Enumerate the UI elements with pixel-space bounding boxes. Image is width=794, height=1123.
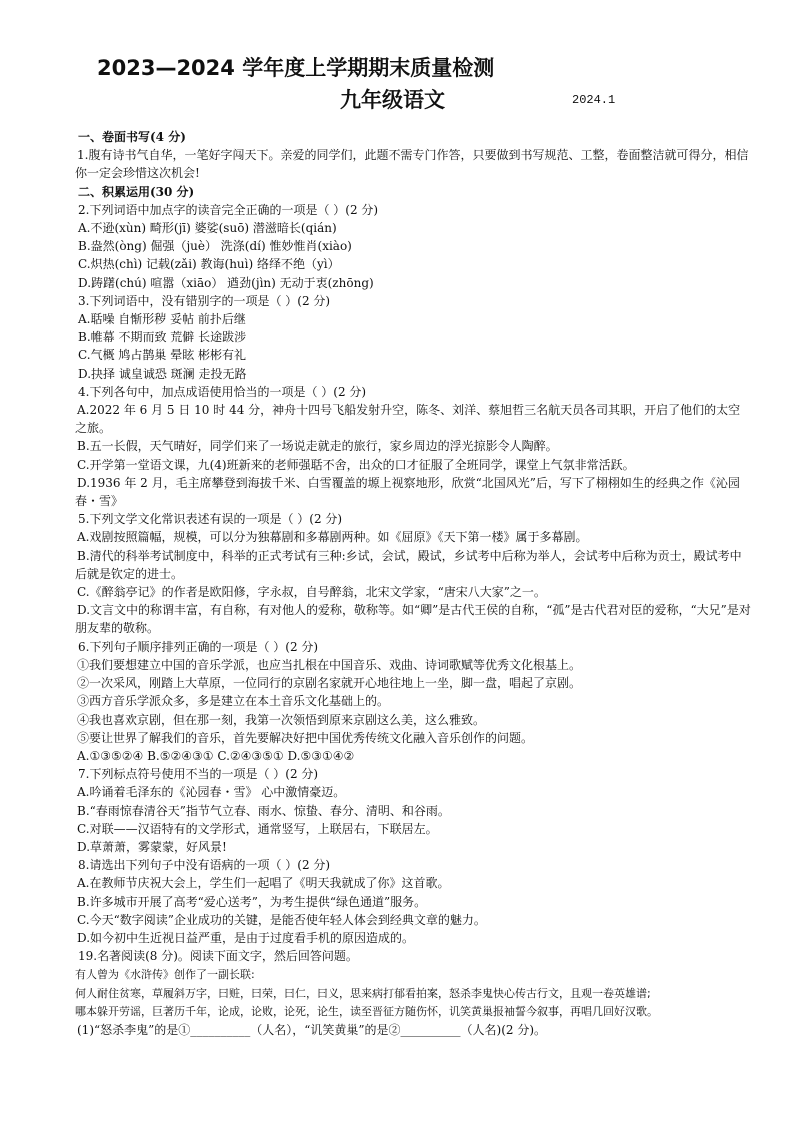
question-line: B.清代的科举考试制度中，科举的正式考试有三种:乡试，会试，殿试，乡试考中后称为举人，会试考中后称为贡士，殿试考中后就是钦定的进士。: [75, 548, 742, 581]
question-line: A.戏剧按照篇幅，规模，可以分为独幕剧和多幕剧两种。如《屈原》《天下第一楼》属于多幕剧。: [77, 530, 588, 545]
question-line: D.如今初中生近视日益严重，是由于过度看手机的原因造成的。: [77, 930, 415, 945]
question-line: C.炽热(chì) 记载(zǎi) 教诲(huì) 络绎不绝（yì）: [78, 257, 340, 272]
question-line: A.2022 年 6 月 5 日 10 时 44 分，神舟十四号飞船发射升空，陈冬、刘洋、蔡旭哲三名航天员各司其职，开启了他们的太空之旅。: [75, 403, 741, 436]
question-line: 4.下列各句中，加点成语使用恰当的一项是（ ）(2 分): [78, 384, 367, 399]
question-line: A.聒噪 自惭形秽 妥帖 前扑后继: [78, 312, 246, 327]
question-line: A.①③⑤②④ B.⑤②④③① C.②④③⑤① D.⑤③①④②: [77, 748, 355, 763]
question-line: 2.下列词语中加点字的读音完全正确的一项是（ ）(2 分): [78, 202, 379, 217]
question-line: D.文言文中的称谓丰富，有自称，有对他人的爱称，敬称等。如“卿”是古代王侯的自称，“孤”是古代君对臣的爱称，“大兄”是对朋友辈的敬称。: [75, 603, 751, 636]
question-line: C.开学第一堂语文课，九(4)班新来的老师强聒不舍，出众的口才征服了全班同学，课堂上气氛非常活跃。: [77, 457, 635, 472]
question-line: B.五一长假，天气晴好，同学们来了一场说走就走的旅行，家乡周边的浮光掠影令人陶醉。: [77, 439, 558, 454]
question-line: B.帷幕 不期而致 荒僻 长途跋涉: [78, 330, 247, 345]
question-line: 8.请选出下列句子中没有语病的一项（ ）(2 分): [78, 858, 331, 873]
question-line: ①我们要想建立中国的音乐学派，也应当扎根在中国音乐、戏曲、诗词歌赋等优秀文化根基上。: [77, 657, 582, 672]
question-line: 19.名著阅读(8 分)。阅读下面文字，然后回答问题。: [78, 949, 358, 964]
question-line: D.踌躇(chú) 喧嚣（xiāo） 遒劲(jìn) 无动于衷(zhōng): [78, 275, 374, 290]
question-line: 何人耐住贫寒，草履斜万字，曰赃，曰荣，曰仁，曰义，思来病打郁看拍案，怒杀李鬼快心传古行文，且观一卷英雄谱;: [75, 987, 651, 1001]
question-line: C.今天“数字阅读”企业成功的关键，是能否使年轻人体会到经典文章的魅力。: [77, 912, 486, 927]
question-line: A.不逊(xùn) 畸形(jī) 婆娑(suō) 潜滋暗长(qián): [78, 221, 337, 236]
question-line: 5.下列文学文化常识表述有误的一项是（ ）(2 分): [78, 512, 343, 527]
question-line: B.许多城市开展了高考“爱心送考”，为考生提供“绿色通道”服务。: [77, 894, 427, 909]
question-line: (1)“怒杀李鬼”的是①__________（人名），“讥笑黄巢”的是②__________（人名)(2 分)。: [77, 1023, 547, 1038]
question-line: 6.下列句子顺序排列正确的一项是（ ）(2 分): [78, 639, 319, 654]
question-line: 7.下列标点符号使用不当的一项是（ ）(2 分): [78, 767, 319, 782]
question-line: D.1936 年 2 月，毛主席攀登到海拔千米、白雪覆盖的塬上视察地形，欣赏“北国风光”后，写下了栩栩如生的经典之作《沁园春・雪》: [75, 475, 740, 509]
question-line: ④我也喜欢京剧，但在那一刻，我第一次领悟到原来京剧这么美，这么雅致。: [77, 712, 486, 727]
question-line: ⑤要让世界了解我们的音乐，首先要解决好把中国优秀传统文化融入音乐创作的问题。: [77, 730, 534, 745]
question-line: ③西方音乐学派众多，多是建立在本土音乐文化基础上的。: [77, 694, 390, 709]
question-line: B.盎然(òng) 倔强（juè） 洗涤(dí) 惟妙惟肖(xiào): [78, 239, 352, 254]
question-line: 3.下列词语中，没有错别字的一项是（ ）(2 分): [78, 293, 331, 308]
exam-subtitle: 九年级语文: [340, 88, 445, 112]
question-line: D.抉择 诚皇诚恐 斑澜 走投无路: [78, 366, 247, 381]
exam-title: 2023—2024 学年度上学期期末质量检测: [97, 56, 495, 80]
question-line: ②一次采风，刚踏上大草原，一位同行的京剧名家就开心地往地上一坐，脚一盘，唱起了京剧。: [77, 676, 582, 691]
question-line: 1.腹有诗书气自华，一笔好字闯天下。亲爱的同学们，此题不需专门作答，只要做到书写规范、工整，卷面整洁就可得分，相信你一定会珍惜这次机会!: [75, 148, 749, 181]
section-heading: 二、积累运用(30 分): [78, 184, 195, 199]
question-line: C.《醉翁亭记》的作者是欧阳修，字永叔，自号醉翁，北宋文学家，“唐宋八大家”之一。: [77, 585, 546, 600]
question-line: A.在教师节庆祝大会上，学生们一起唱了《明天我就成了你》这首歌。: [77, 876, 450, 891]
exam-date: 2024.1: [572, 93, 616, 107]
exam-content: [75, 128, 751, 1040]
question-line: C.气概 鸠占鹊巢 晕眩 彬彬有礼: [78, 348, 247, 363]
question-line: C.对联——汉语特有的文学形式，通常竖写，上联居右，下联居左。: [77, 821, 438, 836]
section-heading: 一、卷面书写(4 分): [78, 130, 186, 144]
question-line: B.“春雨惊春清谷天”指节气立春、雨水、惊蛰、春分、清明、和谷雨。: [77, 803, 450, 818]
question-line: D.草萧萧，雾蒙蒙，好风景!: [77, 839, 227, 854]
question-line: 哪本躲开劳谣，巨著历千年，论成，论败，论死，论生，读至晋征方随伤怀，讥笑黄巢报袖誓今叙事，再唱几回好汉歌。: [75, 1005, 658, 1019]
question-line: A.吟诵着毛泽东的《沁园春・雪》 心中激情豪迈。: [77, 785, 346, 800]
question-line: 有人曾为《水浒传》创作了一副长联:: [75, 968, 255, 982]
